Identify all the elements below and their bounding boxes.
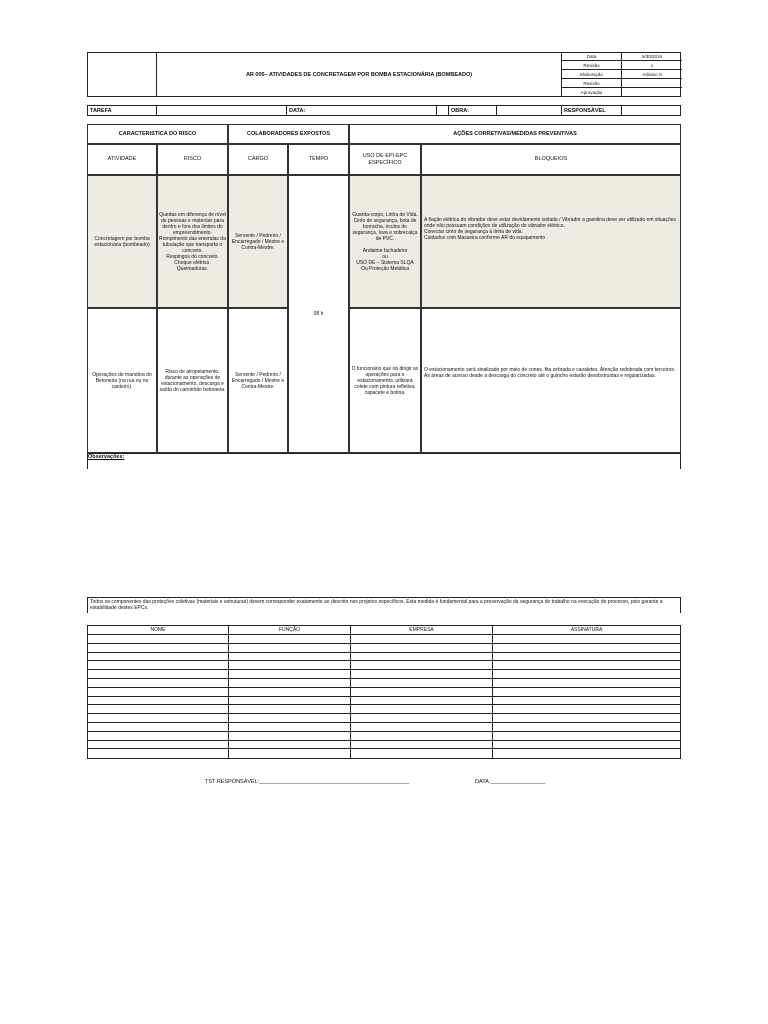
row1-risco: Quedas em diferença de nível de pessoas e materiais para dentro e fora dos limites do empreendimento. Rompimento das emendas da tubulação que transporta o concreto. Respingos do concreto. Choque elétrico. Queimaduras. — [157, 175, 228, 308]
signature-cell[interactable] — [88, 670, 229, 678]
signature-cell[interactable] — [351, 741, 493, 749]
row2-bloqueios: O estacionamento será sinalizado por meio de cones, fita zebrada e cavaletes. Atenção redobrada com terceiros. As áreas de acesso desde a descarga do concreto até o guincho estarão desobstruídas e regularizadas. — [421, 308, 681, 453]
observacoes-box — [87, 453, 681, 469]
signature-cell[interactable] — [229, 705, 351, 713]
signature-cell[interactable] — [88, 661, 229, 669]
signature-cell[interactable] — [493, 688, 680, 696]
signature-cell[interactable] — [229, 679, 351, 687]
tempo-value: 08 h — [288, 175, 349, 453]
signature-cell[interactable] — [493, 705, 680, 713]
signature-cell[interactable] — [351, 661, 493, 669]
group-header-risco: CARACTERISTICA DO RISCO — [87, 124, 228, 144]
data-label: DATA: — [287, 106, 437, 115]
signature-row — [88, 732, 680, 741]
meta-value — [622, 79, 682, 87]
row2-atividade: Operações de manobra do Betoneira (na rua ou no canteiro). — [87, 308, 157, 453]
epc-note: Todos os componentes das proteções coletivas (materiais e estruturas) devem corresponder exatamente ao descrito nos projetos específicos. Esta medida é fundamental para a preservação da segurança do trabalho na execução do processo, pois garante a estabilidade destes EPCs. — [87, 597, 681, 613]
meta-label: Data — [562, 52, 622, 60]
data-field[interactable] — [437, 106, 449, 115]
signature-cell[interactable] — [229, 688, 351, 696]
signature-cell[interactable] — [88, 749, 229, 758]
signature-cell[interactable] — [351, 670, 493, 678]
signature-table — [87, 625, 681, 759]
signature-cell[interactable] — [229, 697, 351, 705]
signature-cell[interactable] — [351, 749, 493, 758]
signature-cell[interactable] — [229, 714, 351, 722]
meta-value: Adriano S — [642, 71, 662, 77]
tarefa-field[interactable] — [157, 106, 287, 115]
signature-cell[interactable] — [88, 705, 229, 713]
signature-cell[interactable] — [229, 661, 351, 669]
col-header-tempo: TEMPO — [288, 144, 349, 175]
signature-cell[interactable] — [88, 653, 229, 661]
meta-row — [562, 70, 682, 79]
signature-cell[interactable] — [493, 697, 680, 705]
signature-cell[interactable] — [493, 635, 680, 643]
signature-cell[interactable] — [351, 653, 493, 661]
signature-cell[interactable] — [493, 679, 680, 687]
signature-cell[interactable] — [351, 635, 493, 643]
signature-cell[interactable] — [351, 732, 493, 740]
meta-row — [562, 61, 682, 70]
signature-cell[interactable] — [229, 723, 351, 731]
row1-epi: Guarda-corpo, Linha de Vida. Cinto de segurança, bota de borracha, óculos de segurança, luva e sobrecalça de PVC. Andaime fachadeiro ou USO DE – Sistema SLQA Ou Proteção Metálica — [349, 175, 421, 308]
signature-row — [88, 688, 680, 697]
row2-risco: Risco de atropelamento, durante as operações de estacionamento, descarga e saída do caminhão betoneira. — [157, 308, 228, 453]
row1-bloqueios: A fiação elétrica do vibrador deve estar devidamente isolada / Vibrador a gasolina deve ser utilizado em situações onde não possuam condições de utilização do vibrador elétrico. Conectar cinto de segurança à linha de vida. Cuidados com Masseira conforme AR do equipamento — [421, 175, 681, 308]
signature-row — [88, 749, 680, 758]
signature-cell[interactable] — [493, 644, 680, 652]
meta-label: Revisão — [562, 79, 622, 87]
signature-col-header: EMPRESA — [351, 626, 493, 635]
tst-responsavel: TST RESPONSÁVEL:_________________________________________________ — [205, 779, 410, 785]
signature-row — [88, 653, 680, 662]
meta-value: 5/30/2016 — [641, 53, 663, 59]
signature-cell[interactable] — [229, 741, 351, 749]
signature-row — [88, 705, 680, 714]
meta-label: Revisão — [562, 61, 622, 69]
row2-epi: O funcionário que irá dirigir as operações para o estacionamento, utilizará colete com pintura refletiva, capacete e botina. — [349, 308, 421, 453]
signature-cell[interactable] — [88, 732, 229, 740]
meta-label: Aprovação — [562, 88, 622, 97]
signature-cell[interactable] — [229, 749, 351, 758]
row2-cargo: Servente / Pedreiro / Encarregado / Mestre e Contra-Mestre. — [228, 308, 288, 453]
signature-row — [88, 723, 680, 732]
col-header-risco: RISCO — [157, 144, 228, 175]
tarefa-label: TAREFA — [88, 106, 157, 115]
responsavel-field[interactable] — [622, 106, 680, 115]
document-title: AR 005– ATIVIDADES DE CONCRETAGEM POR BOMBA ESTACIONÁRIA (BOMBEADO) — [245, 71, 473, 78]
signature-cell[interactable] — [88, 697, 229, 705]
signature-row — [88, 697, 680, 706]
signature-row — [88, 670, 680, 679]
signature-cell[interactable] — [88, 688, 229, 696]
responsavel-label: RESPONSÁVEL — [562, 106, 622, 115]
signature-cell[interactable] — [493, 661, 680, 669]
signature-cell[interactable] — [493, 741, 680, 749]
col-header-bloqueios: BLOQUEIOS — [421, 144, 681, 175]
signature-cell[interactable] — [351, 723, 493, 731]
meta-label: Elaboração — [562, 70, 622, 78]
meta-row — [562, 79, 682, 88]
meta-row — [562, 88, 682, 97]
signature-row — [88, 644, 680, 653]
signature-row — [88, 714, 680, 723]
footer-data: DATA:__________________ — [475, 779, 546, 785]
signature-cell[interactable] — [493, 670, 680, 678]
observacoes-label: Observações: — [88, 454, 125, 460]
signature-cell[interactable] — [493, 714, 680, 722]
signature-cell[interactable] — [351, 688, 493, 696]
signature-row — [88, 661, 680, 670]
signature-col-header: ASSINATURA — [493, 626, 680, 635]
signature-row — [88, 635, 680, 644]
signature-cell[interactable] — [493, 653, 680, 661]
signature-cell[interactable] — [493, 749, 680, 758]
signature-cell[interactable] — [88, 635, 229, 643]
info-row — [87, 105, 681, 116]
signature-cell[interactable] — [229, 670, 351, 678]
signature-cell[interactable] — [229, 635, 351, 643]
col-header-epi: USO DE EPI-EPC ESPECÍFICO — [349, 144, 421, 175]
signature-row — [88, 679, 680, 688]
logo-area — [87, 52, 157, 97]
signature-cell[interactable] — [493, 732, 680, 740]
signature-col-header: FUNÇÃO — [229, 626, 351, 635]
meta-value — [622, 88, 682, 97]
signature-cell[interactable] — [351, 644, 493, 652]
group-header-colab: COLABORADORES EXPOSTOS — [228, 124, 349, 144]
meta-row — [562, 52, 682, 61]
meta-table — [561, 52, 681, 97]
signature-cell[interactable] — [351, 679, 493, 687]
signature-cell[interactable] — [88, 723, 229, 731]
signature-cell[interactable] — [229, 644, 351, 652]
signature-cell[interactable] — [351, 697, 493, 705]
signature-cell[interactable] — [88, 714, 229, 722]
signature-row — [88, 741, 680, 750]
row1-cargo: Servente / Pedreiro / Encarregado / Mestre e Contra-Mestre. — [228, 175, 288, 308]
signature-cell[interactable] — [88, 644, 229, 652]
obra-field[interactable] — [497, 106, 562, 115]
col-header-atividade: ATIVIDADE — [87, 144, 157, 175]
signature-cell[interactable] — [229, 732, 351, 740]
col-header-cargo: CARGO — [228, 144, 288, 175]
signature-cell[interactable] — [351, 705, 493, 713]
row1-atividade: Concretagem por bomba estacionária (bombeado) — [87, 175, 157, 308]
meta-value: 1 — [650, 62, 654, 68]
group-header-acoes: AÇÕES CORRETIVAS/MEDIDAS PREVENTIVAS — [349, 124, 681, 144]
signature-col-header: NOME — [88, 626, 229, 635]
obra-label: OBRA: — [449, 106, 497, 115]
signature-cell[interactable] — [351, 714, 493, 722]
signature-cell[interactable] — [493, 723, 680, 731]
signature-cell[interactable] — [229, 653, 351, 661]
signature-cell[interactable] — [88, 741, 229, 749]
signature-cell[interactable] — [88, 679, 229, 687]
